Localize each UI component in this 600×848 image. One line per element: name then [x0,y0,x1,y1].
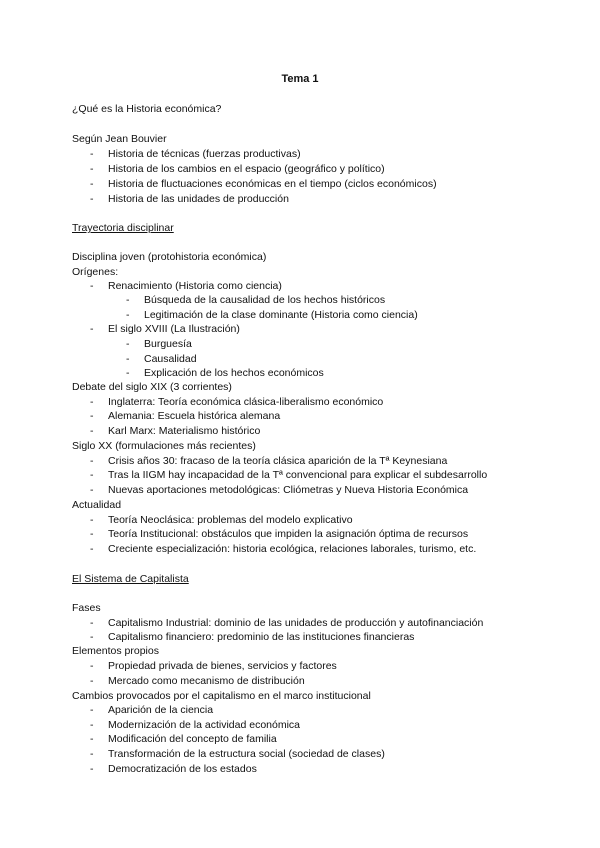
list-item: Transformación de la estructura social (sociedad de clases) [108,748,385,760]
list-item: Teoría Institucional: obstáculos que impiden la asignación óptima de recursos [108,528,469,540]
list-item: Crisis años 30: fracaso de la teoría clásica aparición de la Tª Keynesiana [108,455,448,467]
bullet: - [90,163,94,175]
list-item: Creciente especialización: historia ecológica, relaciones laborales, turismo, etc. [108,543,477,555]
list-item: Nuevas aportaciones metodológicas: Cliómetras y Nueva Historia Económica [108,484,469,496]
list-item: Tras la IIGM hay incapacidad de la Tª convencional para explicar el subdesarrollo [108,469,488,481]
bullet: - [90,469,94,481]
bullet: - [90,733,94,745]
actualidad-heading: Actualidad [72,499,122,511]
list-item: Mercado como mecanismo de distribución [108,675,305,687]
bullet: - [90,763,94,775]
list-item: Karl Marx: Materialismo histórico [108,425,261,437]
cambios-heading: Cambios provocados por el capitalismo en el marco institucional [72,690,371,702]
bullet: - [90,514,94,526]
bullet: - [90,178,94,190]
list-item: Aparición de la ciencia [108,704,214,716]
origenes-label: Orígenes: [72,266,119,278]
list-item: Explicación de los hechos económicos [144,367,324,379]
list-item: Teoría Neoclásica: problemas del modelo explicativo [108,514,353,526]
bullet: - [90,455,94,467]
bullet: - [90,528,94,540]
bullet: - [90,660,94,672]
list-item: Alemania: Escuela histórica alemana [108,410,281,422]
bullet: - [126,309,130,321]
bullet: - [90,148,94,160]
bouvier-heading: Según Jean Bouvier [72,133,167,145]
list-item: Capitalismo financiero: predominio de las instituciones financieras [108,631,415,643]
bullet: - [90,280,94,292]
question-heading: ¿Qué es la Historia económica? [72,103,222,115]
list-item: Democratización de los estados [108,763,257,775]
bullet: - [90,631,94,643]
elementos-heading: Elementos propios [72,645,159,657]
bullet: - [90,719,94,731]
page-title: Tema 1 [281,73,319,85]
bullet: - [90,323,94,335]
list-item: Legitimación de la clase dominante (Historia como ciencia) [144,309,418,321]
bullet: - [126,294,130,306]
bullet: - [90,425,94,437]
bullet: - [90,396,94,408]
list-item: Renacimiento (Historia como ciencia) [108,280,282,292]
bullet: - [90,484,94,496]
bullet: - [90,543,94,555]
list-item: El siglo XVIII (La Ilustración) [108,323,240,335]
list-item: Búsqueda de la causalidad de los hechos históricos [144,294,386,306]
list-item: Modificación del concepto de familia [108,733,277,745]
debate-heading: Debate del siglo XIX (3 corrientes) [72,381,232,393]
list-item: Modernización de la actividad económica [108,719,301,731]
bullet: - [90,410,94,422]
list-item: Capitalismo Industrial: dominio de las unidades de producción y autofinanciación [108,617,484,629]
bullet: - [126,367,130,379]
bullet: - [90,193,94,205]
list-item: Historia de los cambios en el espacio (geográfico y político) [108,163,385,175]
list-item: Historia de fluctuaciones económicas en el tiempo (ciclos económicos) [108,178,437,190]
siglo20-heading: Siglo XX (formulaciones más recientes) [72,440,256,452]
list-item: Burguesía [144,338,192,350]
bullet: - [90,748,94,760]
bullet: - [90,675,94,687]
bullet: - [90,617,94,629]
bullet: - [126,353,130,365]
capitalista-heading: El Sistema de Capitalista [72,573,189,585]
list-item: Propiedad privada de bienes, servicios y factores [108,660,337,672]
trayectoria-intro: Disciplina joven (protohistoria económica) [72,251,267,263]
list-item: Historia de técnicas (fuerzas productivas) [108,148,301,160]
list-item: Causalidad [144,353,197,365]
fases-heading: Fases [72,602,101,614]
bullet: - [90,704,94,716]
trayectoria-heading: Trayectoria disciplinar [72,222,174,234]
bullet: - [126,338,130,350]
list-item: Historia de las unidades de producción [108,193,289,205]
list-item: Inglaterra: Teoría económica clásica-liberalismo económico [108,396,384,408]
